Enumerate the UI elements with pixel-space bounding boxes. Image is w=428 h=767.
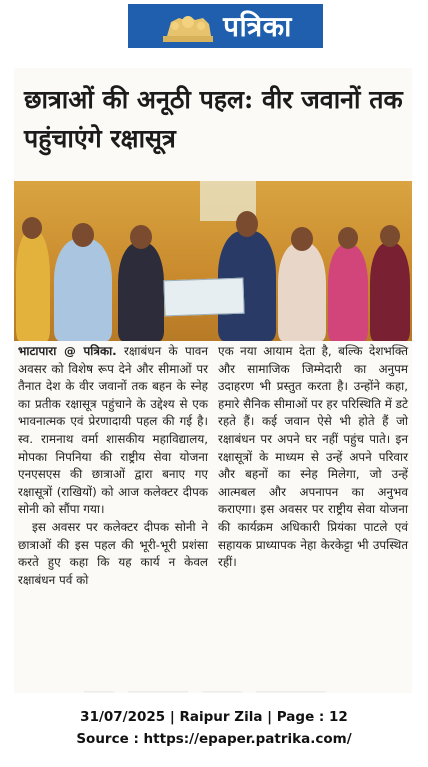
article-paragraph xyxy=(18,343,208,519)
dateline: भाटापारा @ पत्रिका. xyxy=(18,344,117,358)
person-figure xyxy=(278,243,326,341)
footer-date-line: 31/07/2025 | Raipur Zila | Page : 12 xyxy=(80,709,348,725)
headline: छात्राओं की अनूठी पहल: वीर जवानों तक पहुंचाएंगे रक्षासूत्र xyxy=(24,85,403,153)
person-head xyxy=(380,225,400,247)
article-paragraph: एक नया आयाम देता है, बल्कि देशभक्ति और सामाजिक जिम्मेदारी का अनुपम उदाहरण भी प्रस्तुत करता है। उन्होंने कहा, हमारे सैनिक सीमाओं पर हर परिस्थिति में डटे रहते हैं। कई जवान ऐसे भी होते हैं जो रक्षाबंधन पर अपने घर नहीं पहुंच पाते। इन रक्षासूत्रों के माध्यम से उन्हें अपने परिवार और बहनों का स्नेह मिलेगा, जो उन्हें आत्मबल और अपनापन का अनुभव कराएगा। इस अवसर पर राष्ट्रीय सेवा योजना की कार्यक्रम अधिकारी प्रियंका पाटले एवं सहायक प्राध्यापक नेहा केरकेट्टा भी उपस्थित रहीं। xyxy=(218,344,409,570)
person-figure xyxy=(370,243,410,341)
article-text: रक्षाबंधन के पावन अवसर को विशेष रूप देने और सीमाओं पर तैनात देश के वीर जवानों तक बहन के स्नेह का प्रतीक रक्षासूत्र पहुंचाने के उद्देश्य से एक भावनात्मक एवं प्रेरणादायी पहल की गई है। स्व. रामनाथ वर्मा शासकीय महाविद्यालय, मोपका निपनिया की राष्ट्रीय सेवा योजना एनएसएस की छात्राओं द्वारा बनाए गए रक्षासूत्रों (राखियों) को आज कलेक्टर दीपक सोनी को सौंपा गया। xyxy=(18,344,208,517)
clipping-fade xyxy=(14,676,412,693)
person-head xyxy=(130,225,152,249)
footer-source-line: Source : https://epaper.patrika.com/ xyxy=(76,731,352,747)
person-head xyxy=(291,227,313,251)
person-head xyxy=(22,217,42,239)
person-figure xyxy=(328,245,368,341)
person-head xyxy=(338,227,358,249)
person-figure xyxy=(118,243,164,341)
article-paragraph: इस अवसर पर कलेक्टर दीपक सोनी ने छात्राओं की इस पहल की भूरी-भूरी प्रशंसा करते हुए कहा कि यह कार्य न केवल रक्षाबंधन पर्व को xyxy=(18,519,208,587)
person-head xyxy=(236,211,258,237)
masthead xyxy=(128,4,323,48)
person-figure xyxy=(54,239,112,341)
brand-name: पत्रिका xyxy=(223,10,292,43)
article-body xyxy=(18,343,408,683)
rakhi-card xyxy=(163,278,244,317)
article-column-2 xyxy=(218,343,408,683)
person-figure xyxy=(16,231,50,341)
lion-emblem-icon xyxy=(159,8,217,44)
source-footer xyxy=(0,706,428,750)
news-clipping xyxy=(14,68,412,693)
article-column-1 xyxy=(18,343,208,683)
person-head xyxy=(72,223,94,247)
article-photo xyxy=(14,181,412,341)
